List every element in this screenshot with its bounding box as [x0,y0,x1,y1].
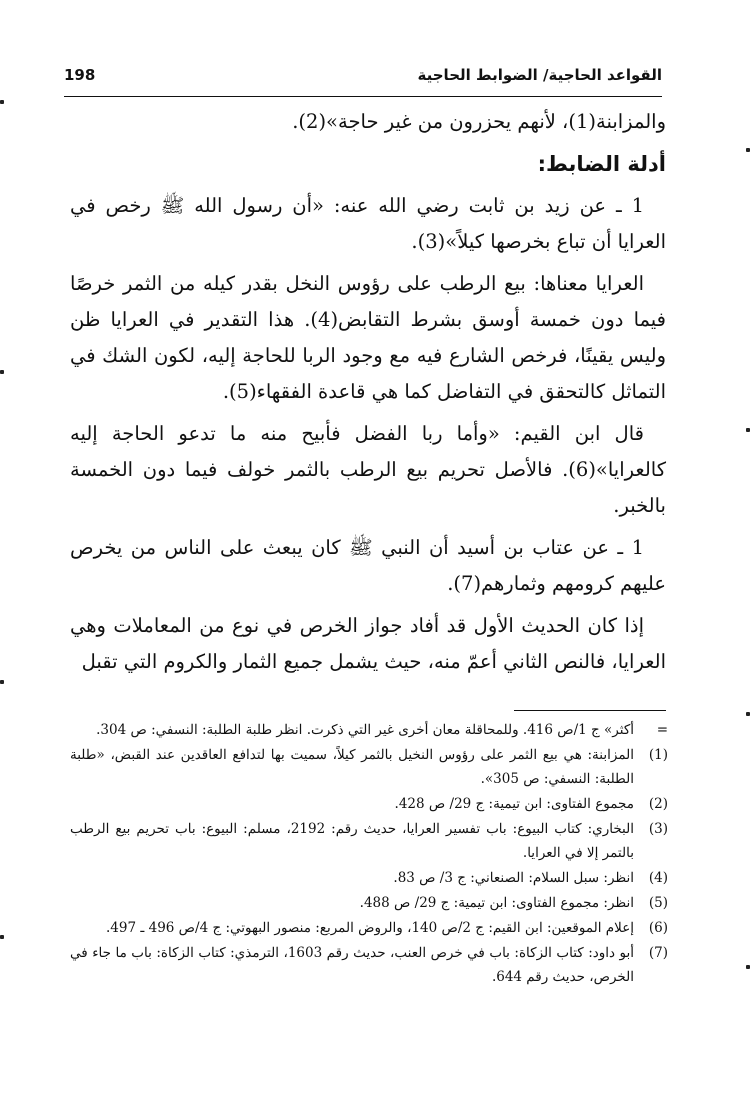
scan-margin-mark [0,680,4,684]
footnote-text: انظر: مجموع الفتاوى: ابن تيمية: ج 29/ ص 488. [359,895,634,911]
section-heading: أدلة الضابط: [537,152,666,176]
footnote-marker: (6) [648,920,668,936]
footnote-text: البخاري: كتاب البيوع: باب تفسير العرايا، حديث رقم: 2192، مسلم: البيوع: باب تحريم بيع الرطب بالتمر إلا في العرايا. [70,821,634,861]
scan-margin-mark [746,428,750,432]
footnote-text: أبو داود: كتاب الزكاة: باب في خرص العنب، حديث رقم 1603، الترمذي: كتاب الزكاة: باب ما جاء في الخرص، حديث رقم 644. [70,945,635,985]
footnote-marker: (1) [648,747,668,763]
page-header [64,66,662,97]
scan-margin-mark [746,712,750,716]
footnotes [70,718,668,990]
scan-margin-mark [746,965,750,969]
footnote-item [70,743,668,791]
footnote-marker: (4) [648,870,668,886]
footnote-marker: (5) [648,895,668,911]
footnote-item [70,817,668,865]
footnote-text: أكثر» ج 1/ص 416. وللمحاقلة معان أخرى غير التي ذكرت. انظر طلبة الطلبة: النسفي: ص 304. [96,722,634,738]
footnote-text: مجموع الفتاوى: ابن تيمية: ج 29/ ص 428. [394,796,634,812]
paragraph-continuation: والمزابنة(1)، لأنهم يحزرون من غير حاجة»(2). [292,110,666,133]
paragraph-evidence-1: 1 ـ عن زيد بن ثابت رضي الله عنه: «أن رسول الله ﷺ رخص في العرايا أن تباع بخرصها كيلاً»(3). [70,194,666,253]
footnote-marker: = [656,722,668,738]
paragraph-evidence-2: 1 ـ عن عتاب بن أسيد أن النبي ﷺ كان يبعث على الناس من يخرص عليهم كرومهم وثمارهم(7). [70,536,666,595]
footnote-separator [514,710,666,711]
footnote-item [70,866,668,890]
footnote-text: انظر: سبل السلام: الصنعاني: ج 3/ ص 83. [393,870,634,886]
main-text [70,104,666,686]
footnote-marker: (7) [648,945,668,961]
footnote-marker: (2) [648,796,668,812]
footnote-text: المزابنة: هي بيع الثمر على رؤوس النخيل بالثمر كيلاً، سميت بها لتدافع العاقدين عند القبض، «طلبة الطلبة: النسفي: ص 305». [70,747,634,787]
footnote-item [70,916,668,940]
scan-margin-mark [746,148,750,152]
paragraph-ibn-qayyim-quote: قال ابن القيم: «وأما ربا الفضل فأبيح منه ما تدعو الحاجة إليه كالعرايا»(6). فالأصل تحريم بيع الرطب بالثمر خولف فيما دون الخمسة بالخبر. [70,422,666,517]
running-title: القواعد الحاجية/ الضوابط الحاجية [417,66,662,84]
page-number: 198 [64,66,96,84]
paragraph-araya-definition: العرايا معناها: بيع الرطب على رؤوس النخل بقدر كيله من الثمر خرصًا فيما دون خمسة أوسق بشرط التقابض(4). هذا التقدير في العرايا ظن وليس يقينًا، فرخص الشارع فيه مع وجود الربا للحاجة إليه، لكون الشك في التماثل كالتحقق في التفاضل كما هي قاعدة الفقهاء(5). [70,272,666,403]
footnote-text: إعلام الموقعين: ابن القيم: ج 2/ص 140، والروض المربع: منصور البهوتي: ج 4/ص 496 ـ 497. [105,920,634,936]
scan-margin-mark [0,935,4,939]
footnote-marker: (3) [648,821,668,837]
footnote-item [70,792,668,816]
scan-margin-mark [0,100,4,104]
paragraph-discussion: إذا كان الحديث الأول قد أفاد جواز الخرص في نوع من المعاملات وهي العرايا، فالنص الثاني أعمّ منه، حيث يشمل جميع الثمار والكروم التي تقبل [70,614,666,673]
scan-margin-mark [0,370,4,374]
footnote-item [70,941,668,989]
footnote-item [70,891,668,915]
footnote-item [70,718,668,742]
